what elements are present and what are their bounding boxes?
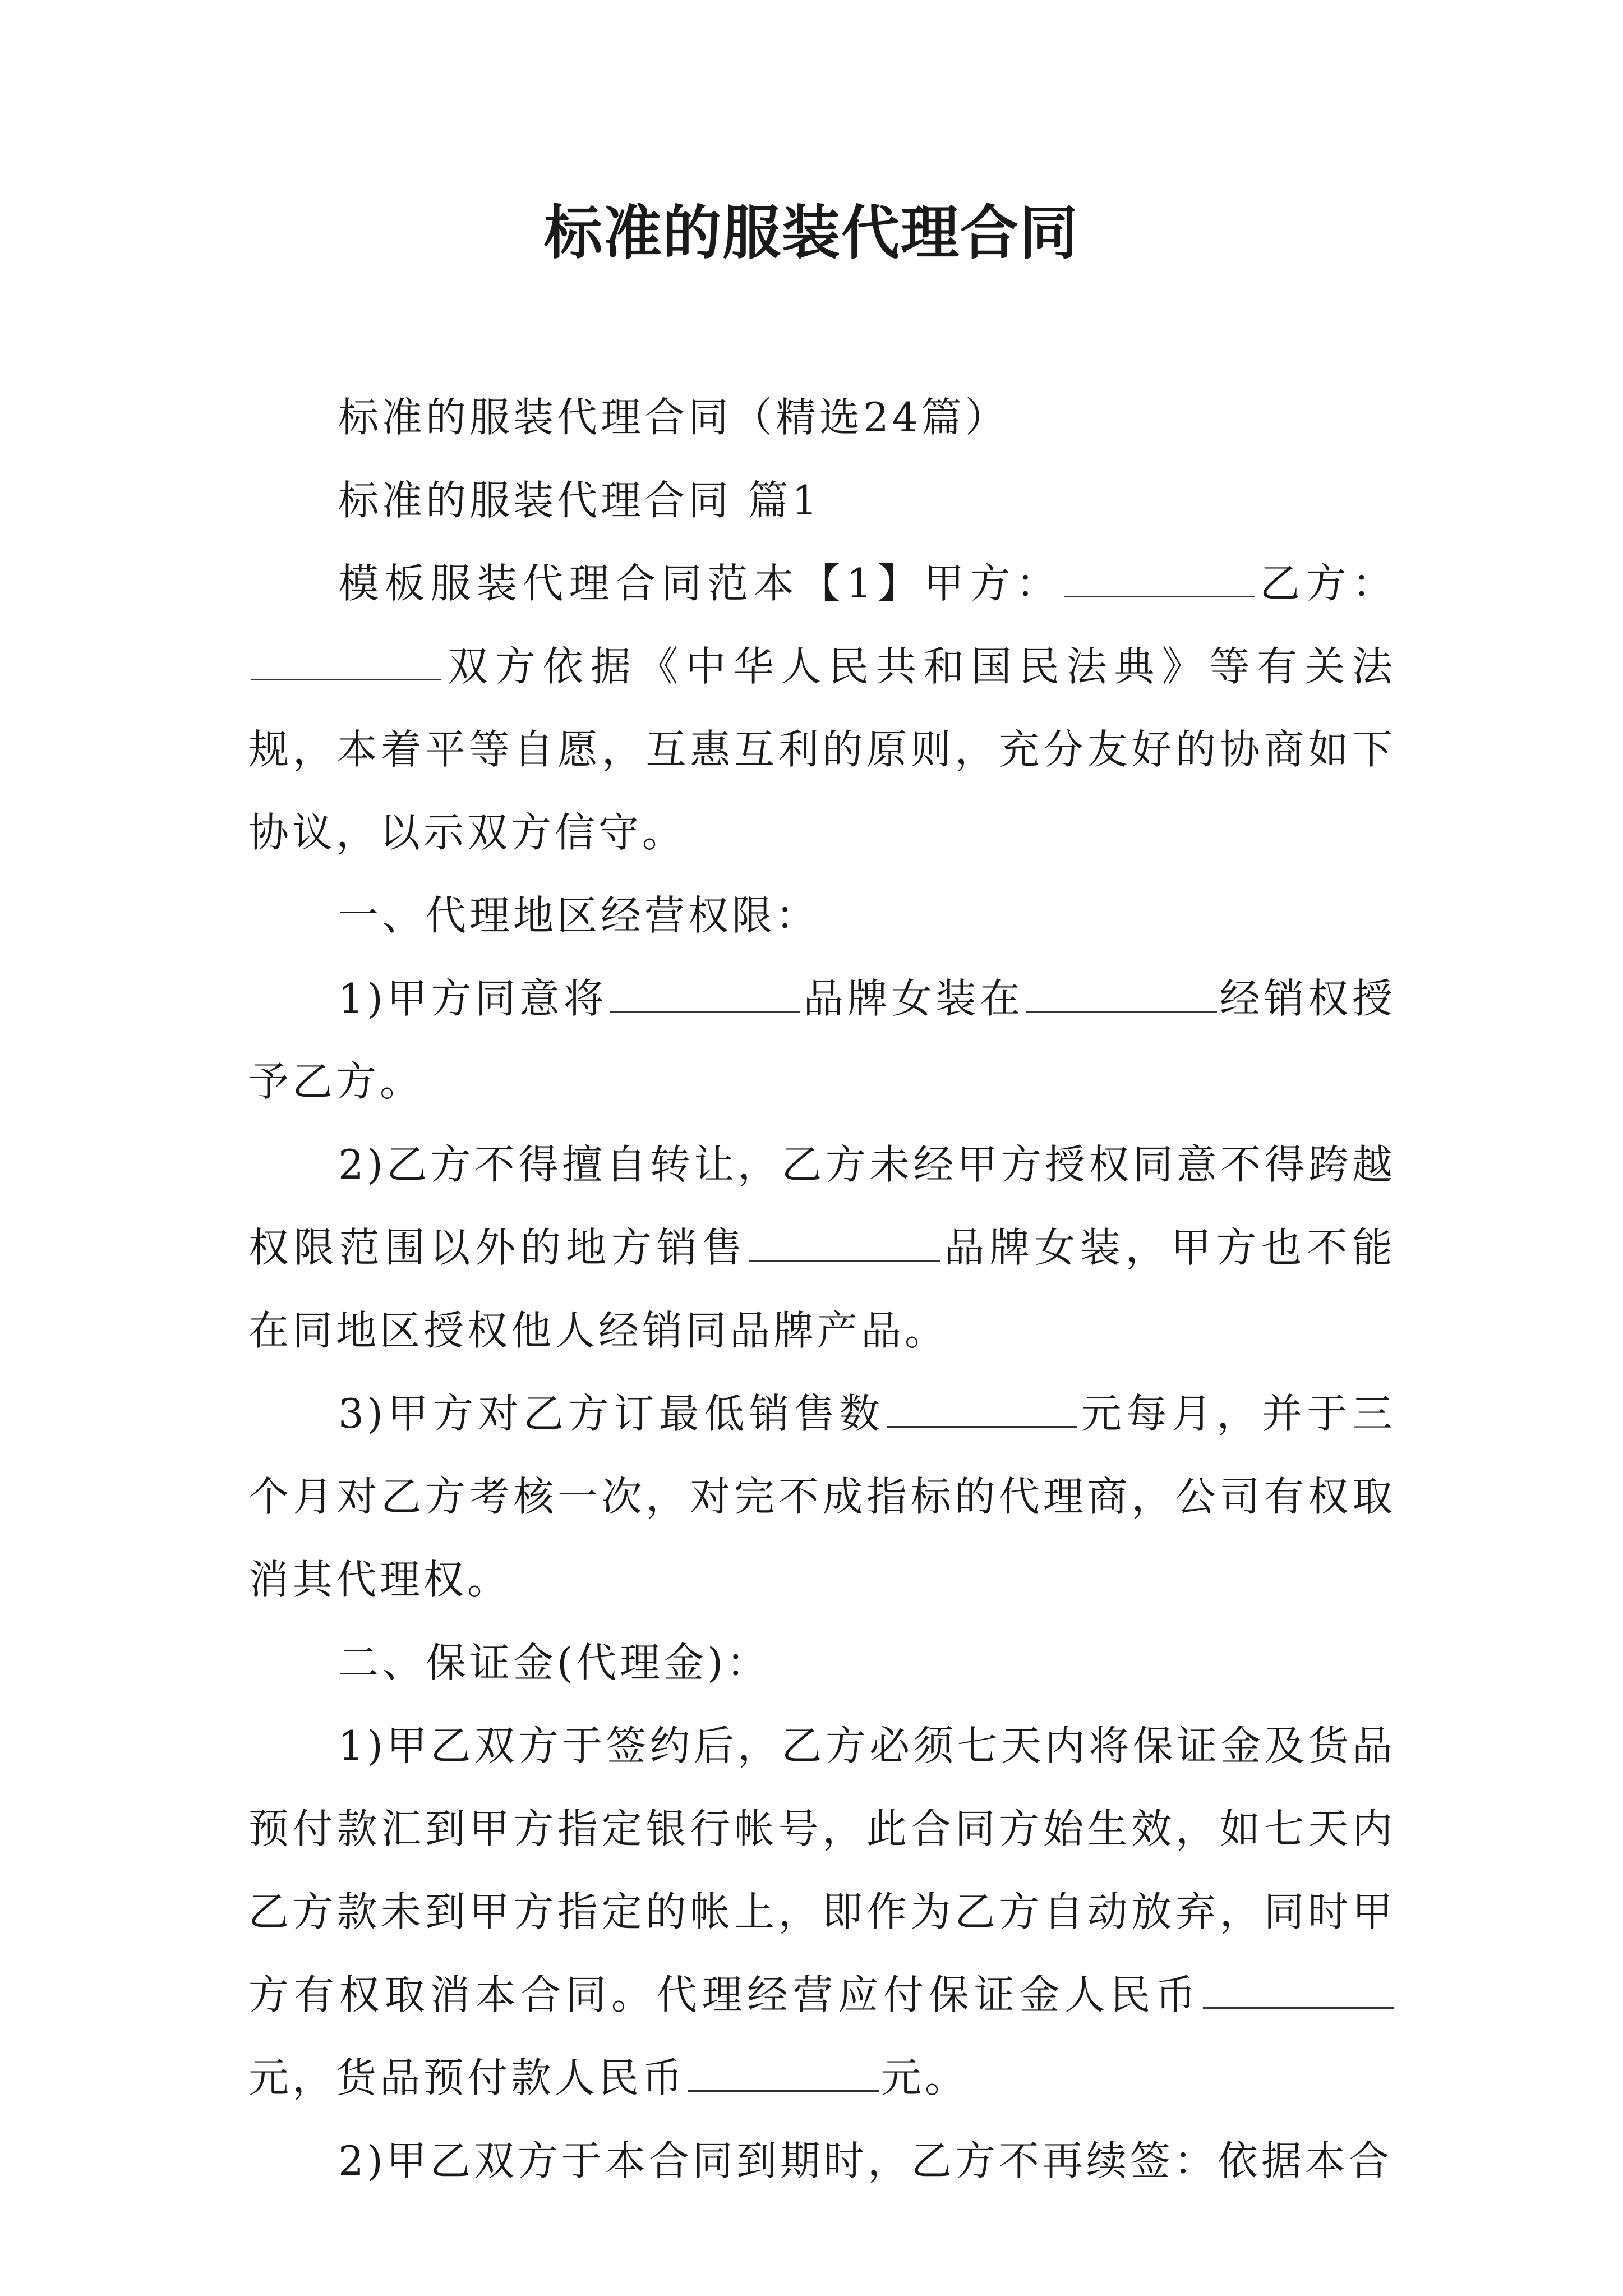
- brand-blank: [610, 974, 800, 1013]
- section-2-item-1: [248, 1704, 1396, 2119]
- deposit-blank: [1203, 1971, 1394, 2009]
- intro-text-a: 模板服装代理合同范本【1】甲方：: [338, 560, 1063, 607]
- s1p1-text-b: 品牌女装在: [803, 975, 1024, 1022]
- s1p3-text-a: 3)甲方对乙方订最低销售数: [338, 1390, 885, 1437]
- document-body: [248, 376, 1396, 2202]
- s2p1-text-a: 1)甲乙双方于签约后，乙方必须七天内将保证金及货品预付款汇到甲方指定银行帐号，此合同方始生效，如七天内乙方款未到甲方指定的帐上，即作为乙方自动放弃，同时甲方有权取消本合同。代理经营应付保证金人民币: [248, 1722, 1396, 2018]
- section-2-item-2: [248, 2119, 1396, 2202]
- min-sales-blank: [887, 1389, 1077, 1428]
- section-1-item-2: [248, 1123, 1396, 1372]
- s2p1-text-b: 元，货品预付款人民币: [248, 2054, 686, 2101]
- section-1-item-1: [248, 957, 1396, 1123]
- section-2-heading: 二、保证金(代理金)：: [338, 1639, 771, 1686]
- prepayment-blank: [688, 2054, 879, 2092]
- section-1-item-3: [248, 1372, 1396, 1621]
- intro-paragraph: [248, 542, 1396, 874]
- s1p2-text-b: 品牌女装，甲方也不能在同地区授权他人经销同品牌产品。: [248, 1224, 1396, 1354]
- s1p3-text-b: 元每月，并于三个月对乙方考核一次，对完不成指标的代理商，公司有权取消其代理权。: [248, 1390, 1396, 1603]
- region-blank: [1026, 974, 1217, 1013]
- s1p1-text-a: 1)甲方同意将: [338, 975, 608, 1022]
- chapter-heading: 标准的服装代理合同 篇1: [338, 477, 821, 524]
- s2p2-text-a: 2)甲乙双方于本合同到期时，乙方不再续签：依据本合: [338, 2137, 1393, 2184]
- s1p1-text-c: 经销权授予乙方。: [248, 975, 1396, 1105]
- subtitle-line: 标准的服装代理合同（精选24篇）: [338, 394, 1009, 441]
- party-b-blank: [251, 642, 441, 680]
- document-title: 标准的服装代理合同: [543, 198, 1079, 267]
- s1p2-text-a: 2)乙方不得擅自转让，乙方未经甲方授权同意不得跨越权限范围以外的地方销售: [248, 1141, 1396, 1271]
- intro-text-c: 双方依据《中华人民共和国民法典》等有关法规，本着平等自愿，互惠互利的原则，充分友好的协商如下协议，以示双方信守。: [248, 643, 1396, 856]
- section-1-heading: 一、代理地区经营权限：: [338, 892, 820, 939]
- party-a-blank: [1064, 559, 1255, 597]
- s2p1-text-c: 元。: [881, 2054, 969, 2101]
- intro-text-b: 乙方：: [1257, 560, 1396, 607]
- brand-blank-2: [749, 1223, 940, 1262]
